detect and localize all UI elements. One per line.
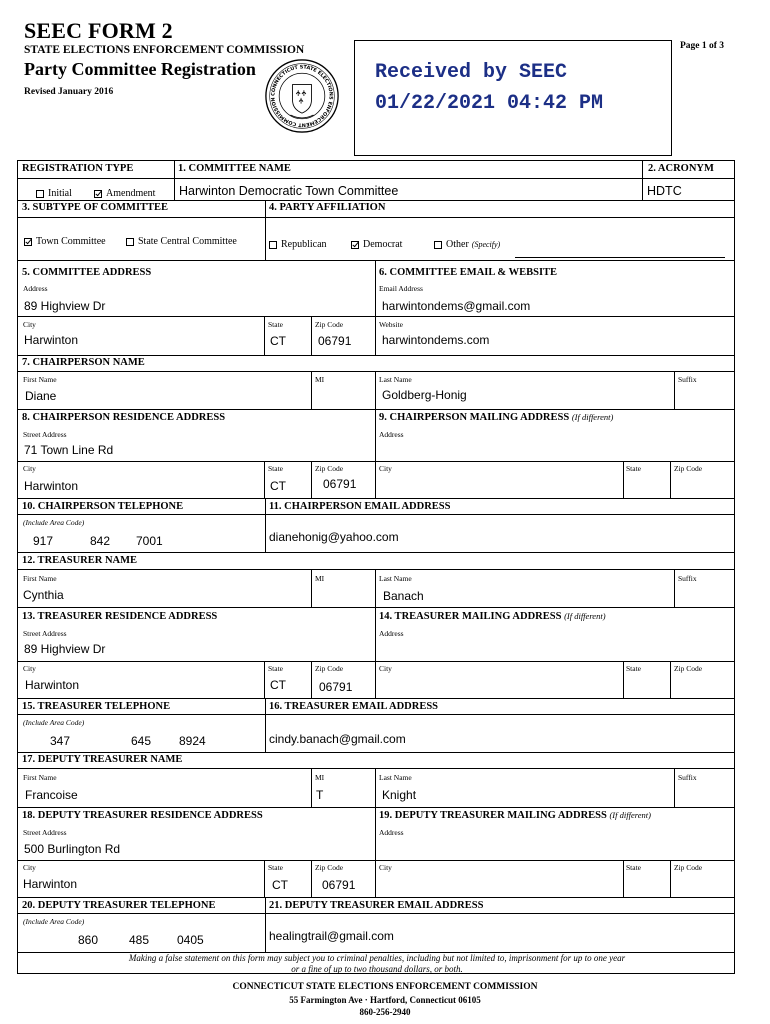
- deputy-last-value[interactable]: Knight: [382, 788, 417, 802]
- deputy-mi-value[interactable]: T: [316, 788, 324, 802]
- checkbox-icon: [434, 241, 442, 249]
- checkbox-checked-icon: [24, 238, 32, 246]
- chair-phone-prefix[interactable]: 842: [90, 534, 111, 548]
- form-name: Party Committee Registration: [24, 59, 256, 79]
- committee-state-label: State: [268, 320, 283, 329]
- treasurer-phone-heading: 15. TREASURER TELEPHONE: [22, 701, 171, 712]
- deputy-phone-heading: 20. DEPUTY TREASURER TELEPHONE: [22, 900, 216, 911]
- chair-mail-zip-label: Zip Code: [674, 464, 703, 473]
- democrat-checkbox[interactable]: [351, 239, 402, 250]
- deputy-first-label: First Name: [23, 773, 57, 782]
- deputy-state-value[interactable]: CT: [272, 878, 288, 892]
- deputy-mail-city-label: City: [379, 863, 392, 872]
- chair-zip-label: Zip Code: [315, 464, 344, 473]
- footer-address: 55 Farmington Ave · Hartford, Connecticut 06105: [289, 995, 481, 1005]
- revised-date: Revised January 2016: [24, 87, 114, 97]
- chair-last-label: Last Name: [379, 375, 412, 384]
- amendment-checkbox[interactable]: [94, 188, 155, 199]
- deputy-phone-area[interactable]: 860: [78, 933, 99, 947]
- state-central-checkbox[interactable]: [126, 236, 237, 247]
- treasurer-phone-area[interactable]: 347: [50, 734, 71, 748]
- chair-suffix-label: Suffix: [678, 375, 697, 384]
- penalty-notice-line-1: Making a false statement on this form may subject you to criminal penalties, including but not limited to, imprisonment for up to one year: [128, 953, 626, 963]
- treasurer-name-heading: 12. TREASURER NAME: [22, 555, 138, 566]
- state-central-label: State Central Committee: [138, 236, 237, 247]
- deputy-name-heading: 17. DEPUTY TREASURER NAME: [22, 754, 183, 765]
- chair-last-value[interactable]: Goldberg-Honig: [382, 388, 467, 402]
- chair-phone-line[interactable]: 7001: [136, 534, 163, 548]
- deputy-last-label: Last Name: [379, 773, 412, 782]
- received-stamp: [354, 40, 672, 156]
- chair-mail-state-label: State: [626, 464, 641, 473]
- chair-zip-value[interactable]: 06791: [323, 477, 357, 491]
- checkbox-icon: [269, 241, 277, 249]
- chair-first-label: First Name: [23, 375, 57, 384]
- acronym-value[interactable]: HDTC: [647, 184, 682, 198]
- committee-address-heading: 5. COMMITTEE ADDRESS: [22, 267, 152, 278]
- chair-street-value[interactable]: 71 Town Line Rd: [24, 443, 114, 457]
- deputy-phone-prefix[interactable]: 485: [129, 933, 150, 947]
- page-number: Page 1 of 3: [680, 41, 725, 51]
- form-title: SEEC FORM 2: [24, 18, 173, 43]
- treasurer-mail-zip-label: Zip Code: [674, 664, 703, 673]
- treasurer-mi-label: MI: [315, 574, 325, 583]
- other-party-hint: (Specify): [471, 240, 501, 249]
- initial-checkbox[interactable]: [36, 188, 72, 199]
- chair-email-heading: 11. CHAIRPERSON EMAIL ADDRESS: [269, 501, 451, 512]
- deputy-state-label: State: [268, 863, 283, 872]
- treasurer-last-value[interactable]: Banach: [383, 589, 424, 603]
- treasurer-mailing-heading: [379, 611, 606, 622]
- deputy-mail-address-label: Address: [379, 828, 404, 837]
- chair-name-heading: 7. CHAIRPERSON NAME: [22, 357, 145, 368]
- treasurer-first-value[interactable]: Cynthia: [23, 588, 64, 602]
- footer-agency: CONNECTICUT STATE ELECTIONS ENFORCEMENT COMMISSION: [232, 982, 538, 992]
- treasurer-mail-address-label: Address: [379, 629, 404, 638]
- committee-name-heading: 1. COMMITTEE NAME: [178, 163, 291, 174]
- deputy-email-heading: 21. DEPUTY TREASURER EMAIL ADDRESS: [269, 900, 484, 911]
- acronym-heading: 2. ACRONYM: [648, 163, 714, 174]
- treasurer-phone-prefix[interactable]: 645: [131, 734, 152, 748]
- chair-mail-city-label: City: [379, 464, 392, 473]
- treasurer-suffix-label: Suffix: [678, 574, 697, 583]
- treasurer-city-value[interactable]: Harwinton: [25, 678, 80, 692]
- treasurer-street-label: Street Address: [23, 629, 67, 638]
- deputy-mail-state-label: State: [626, 863, 641, 872]
- other-party-checkbox[interactable]: [434, 239, 500, 250]
- checkbox-icon: [36, 190, 44, 198]
- chair-mail-address-label: Address: [379, 430, 404, 439]
- chair-state-value[interactable]: CT: [270, 479, 286, 493]
- committee-website-value[interactable]: harwintondems.com: [382, 333, 490, 347]
- committee-contact-heading: 6. COMMITTEE EMAIL & WEBSITE: [379, 267, 558, 278]
- treasurer-first-label: First Name: [23, 574, 57, 583]
- chair-phone-heading: 10. CHAIRPERSON TELEPHONE: [22, 501, 184, 512]
- committee-city-label: City: [23, 320, 36, 329]
- democrat-label: Democrat: [363, 239, 403, 250]
- committee-zip-value[interactable]: 06791: [318, 334, 352, 348]
- deputy-mailing-hint: (If different): [609, 810, 651, 820]
- other-party-label: Other: [446, 239, 469, 250]
- republican-label: Republican: [281, 239, 327, 250]
- treasurer-mail-city-label: City: [379, 664, 392, 673]
- town-committee-label: Town Committee: [36, 236, 106, 247]
- deputy-zip-label: Zip Code: [315, 863, 344, 872]
- agency-name: STATE ELECTIONS ENFORCEMENT COMMISSION: [24, 44, 305, 56]
- treasurer-zip-value[interactable]: 06791: [319, 680, 353, 694]
- republican-checkbox[interactable]: [269, 239, 327, 250]
- footer-phone: 860-256-2940: [359, 1007, 411, 1017]
- treasurer-phone-line[interactable]: 8924: [179, 734, 206, 748]
- committee-address-label: Address: [23, 284, 48, 293]
- chair-phone-hint: (Include Area Code): [23, 518, 85, 527]
- chair-street-label: Street Address: [23, 430, 67, 439]
- party-heading: 4. PARTY AFFILIATION: [269, 202, 386, 213]
- registration-form: [17, 160, 735, 974]
- deputy-first-value[interactable]: Francoise: [25, 788, 78, 802]
- chair-email-value[interactable]: dianehonig@yahoo.com: [269, 530, 399, 544]
- state-seal-icon: [264, 58, 340, 134]
- subtype-heading: 3. SUBTYPE OF COMMITTEE: [22, 202, 169, 213]
- seal-text: CONNECTICUT STATE ELECTIONS ENFORCEMENT COMMISSION: [270, 64, 334, 128]
- amendment-label: Amendment: [106, 188, 156, 199]
- chair-phone-area[interactable]: 917: [33, 534, 54, 548]
- stamp-datetime: 01/22/2021 04:42 PM: [375, 92, 604, 115]
- deputy-mailing-title: 19. DEPUTY TREASURER MAILING ADDRESS: [379, 810, 607, 821]
- initial-label: Initial: [48, 188, 72, 199]
- deputy-city-label: City: [23, 863, 36, 872]
- deputy-mailing-heading: [379, 810, 651, 821]
- committee-state-value[interactable]: CT: [270, 334, 286, 348]
- chair-mailing-title: 9. CHAIRPERSON MAILING ADDRESS: [379, 412, 570, 423]
- penalty-notice-line-2: or a fine of up to two thousand dollars, or both.: [291, 964, 463, 974]
- deputy-residence-heading: 18. DEPUTY TREASURER RESIDENCE ADDRESS: [22, 810, 263, 821]
- chair-mailing-hint: (If different): [571, 412, 614, 422]
- treasurer-mail-state-label: State: [626, 664, 641, 673]
- treasurer-phone-hint: (Include Area Code): [23, 718, 85, 727]
- other-party-specify-line: [515, 257, 725, 258]
- treasurer-mailing-hint: (If different): [564, 611, 606, 621]
- deputy-phone-line[interactable]: 0405: [177, 933, 204, 947]
- chair-city-value[interactable]: Harwinton: [24, 479, 79, 493]
- committee-email-label: Email Address: [379, 284, 423, 293]
- chair-mailing-heading: [379, 412, 613, 423]
- registration-type-heading: REGISTRATION TYPE: [22, 163, 134, 174]
- committee-website-label: Website: [379, 320, 403, 329]
- treasurer-email-value[interactable]: cindy.banach@gmail.com: [269, 732, 406, 746]
- treasurer-mailing-title: 14. TREASURER MAILING ADDRESS: [379, 611, 562, 622]
- treasurer-state-label: State: [268, 664, 283, 673]
- treasurer-email-heading: 16. TREASURER EMAIL ADDRESS: [269, 701, 439, 712]
- treasurer-last-label: Last Name: [379, 574, 412, 583]
- deputy-city-value[interactable]: Harwinton: [23, 877, 78, 891]
- committee-zip-label: Zip Code: [315, 320, 344, 329]
- treasurer-city-label: City: [23, 664, 36, 673]
- committee-city-value[interactable]: Harwinton: [24, 333, 79, 347]
- deputy-zip-value[interactable]: 06791: [322, 878, 356, 892]
- deputy-phone-hint: (Include Area Code): [23, 917, 85, 926]
- chair-residence-heading: 8. CHAIRPERSON RESIDENCE ADDRESS: [22, 412, 226, 423]
- town-committee-checkbox[interactable]: [24, 236, 106, 247]
- chair-first-value[interactable]: Diane: [25, 389, 57, 403]
- committee-name-value[interactable]: Harwinton Democratic Town Committee: [179, 184, 399, 198]
- checkbox-checked-icon: [94, 190, 102, 198]
- deputy-street-label: Street Address: [23, 828, 67, 837]
- treasurer-zip-label: Zip Code: [315, 664, 344, 673]
- committee-email-value[interactable]: harwintondems@gmail.com: [382, 299, 531, 313]
- deputy-street-value[interactable]: 500 Burlington Rd: [24, 842, 121, 856]
- deputy-mail-zip-label: Zip Code: [674, 863, 703, 872]
- chair-city-label: City: [23, 464, 36, 473]
- deputy-mi-label: MI: [315, 773, 325, 782]
- committee-address-value[interactable]: 89 Highview Dr: [24, 299, 106, 313]
- deputy-suffix-label: Suffix: [678, 773, 697, 782]
- stamp-received-text: Received by SEEC: [375, 61, 568, 84]
- checkbox-checked-icon: [351, 241, 359, 249]
- treasurer-street-value[interactable]: 89 Highview Dr: [24, 642, 106, 656]
- deputy-email-value[interactable]: healingtrail@gmail.com: [269, 929, 394, 943]
- checkbox-icon: [126, 238, 134, 246]
- chair-mi-label: MI: [315, 375, 325, 384]
- treasurer-state-value[interactable]: CT: [270, 678, 286, 692]
- chair-state-label: State: [268, 464, 283, 473]
- treasurer-residence-heading: 13. TREASURER RESIDENCE ADDRESS: [22, 611, 218, 622]
